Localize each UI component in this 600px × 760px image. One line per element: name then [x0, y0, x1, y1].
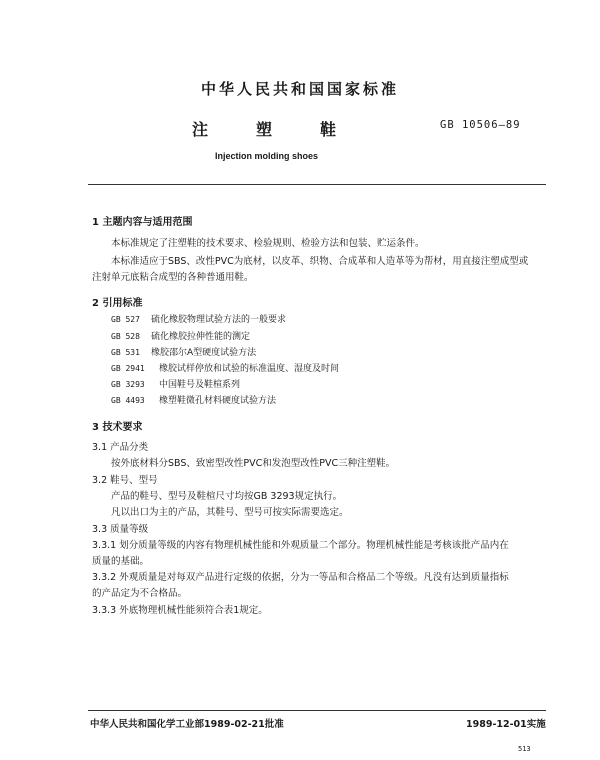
implementation-date: 1989-12-01实施	[466, 719, 546, 730]
page-number: 513	[518, 745, 531, 753]
s32-heading: 3.2 鞋号、型号	[92, 475, 158, 486]
ref-item	[111, 393, 276, 406]
ref-title: 橡塑鞋微孔材料硬度试验方法	[159, 396, 277, 406]
ref-title: 橡胶邵尔A型硬度试验方法	[151, 348, 257, 358]
approval-line: 中华人民共和国化学工业部1989-02-21批准	[90, 719, 284, 730]
section2-heading: 2 引用标准	[92, 298, 143, 309]
section1-heading: 1 主题内容与适用范围	[92, 217, 193, 228]
ref-title: 橡胶试样停放和试验的标准温度、湿度及时间	[159, 364, 340, 374]
ref-code: GB 4493	[111, 396, 145, 405]
section3-heading: 3 技术要求	[92, 422, 143, 433]
s331-line1: 3.3.1 划分质量等级的内容有物理机械性能和外观质量二个部分。物理机械性能是考核该批产品内在	[92, 540, 509, 551]
standard-title: 注塑鞋	[192, 120, 385, 139]
section1-para2-line2: 注射单元底粘合成型的各种普通用鞋。	[92, 272, 254, 283]
header-org-title: 中华人民共和国国家标准	[200, 80, 399, 98]
ref-title: 中国鞋号及鞋楦系列	[159, 380, 241, 390]
s332-line2: 的产品定为不合格品。	[92, 588, 188, 599]
ref-item	[111, 361, 339, 374]
ref-code: GB 2941	[111, 364, 145, 373]
standard-english-title: Injection molding shoes	[215, 151, 319, 161]
ref-title: 硫化橡胶拉伸性能的测定	[151, 332, 251, 342]
ref-code: GB 527	[111, 315, 140, 324]
section1-para1: 本标准规定了注塑鞋的技术要求、检验规则、检验方法和包装、贮运条件。	[111, 238, 425, 249]
ref-item	[111, 329, 250, 342]
s33-heading: 3.3 质量等级	[92, 524, 149, 535]
ref-code: GB 3293	[111, 380, 145, 389]
s31-heading: 3.1 产品分类	[92, 442, 149, 453]
top-divider	[88, 184, 546, 185]
ref-code: GB 528	[111, 332, 140, 341]
ref-item	[111, 377, 240, 390]
section1-para2-line1: 本标准适应于SBS、改性PVC为底材，以皮革、织物、合成革和人造革等为帮材，用直接注塑成型或	[111, 256, 529, 267]
s332-line1: 3.3.2 外观质量是对每双产品进行定级的依据，分为一等品和合格品二个等级。凡没有达到质量指标	[92, 572, 509, 583]
ref-code: GB 531	[111, 348, 140, 357]
s32-text2: 凡以出口为主的产品，其鞋号、型号可按实际需要选定。	[111, 507, 349, 518]
s31-text: 按外底材料分SBS、致密型改性PVC和发泡型改性PVC三种注塑鞋。	[111, 458, 396, 469]
s331-line2: 质量的基础。	[92, 556, 150, 567]
bottom-divider	[88, 710, 546, 711]
ref-title: 硫化橡胶物理试验方法的一般要求	[151, 315, 287, 325]
standard-number: GB 10506—89	[440, 119, 521, 131]
ref-item	[111, 312, 286, 325]
s32-text1: 产品的鞋号、型号及鞋楦尺寸均按GB 3293规定执行。	[111, 491, 343, 502]
s333-text: 3.3.3 外底物理机械性能须符合表1规定。	[92, 605, 268, 616]
ref-item	[111, 345, 256, 358]
